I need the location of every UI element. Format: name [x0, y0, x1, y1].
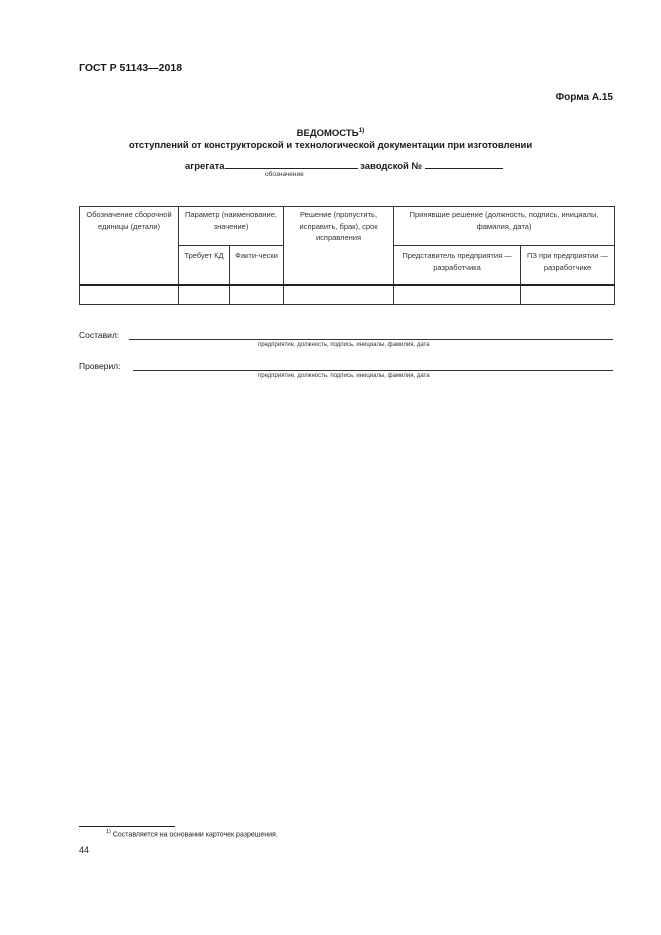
document-subtitle: отступлений от конструкторской и технологической документации при изготовлении — [128, 140, 533, 151]
cell-assembly[interactable] — [80, 285, 179, 305]
cell-decision[interactable] — [284, 285, 394, 305]
form-label: Форма А.15 — [555, 92, 613, 103]
compiled-label: Составил: — [79, 330, 120, 340]
subheader-actual: Факти-чески — [230, 246, 284, 286]
deviation-table — [79, 206, 615, 305]
header-decision: Решение (пропустить, исправить, брак), срок исправления — [284, 207, 394, 286]
checked-signature-line[interactable] — [133, 370, 613, 371]
footnote-text: Составляется на основании карточек разрешения. — [112, 831, 278, 839]
title-text: ВЕДОМОСТЬ — [296, 128, 359, 140]
cell-required[interactable] — [179, 285, 230, 305]
subheader-representative: Представитель предприятия — разработчика — [394, 246, 521, 286]
checked-label: Проверил: — [79, 361, 121, 371]
page-number: 44 — [79, 845, 90, 855]
cell-representative[interactable] — [394, 285, 521, 305]
designation-hint: обозначение — [265, 171, 304, 178]
aggregate-blank[interactable] — [225, 158, 358, 169]
header-parameter: Параметр (наименование, значение) — [179, 207, 284, 246]
header-accepted: Принявшие решение (должность, подпись, инициалы, фамилия, дата) — [394, 207, 615, 246]
aggregate-line — [185, 158, 503, 172]
table-row — [80, 285, 615, 305]
standard-number: ГОСТ Р 51143—2018 — [79, 62, 183, 74]
checked-hint: предприятие, должность, подпись, инициалы, фамилия, дата — [258, 373, 430, 379]
cell-actual[interactable] — [230, 285, 284, 305]
table-header-row — [80, 207, 615, 246]
compiled-hint: предприятие, должность, подпись, инициалы, фамилия, дата — [258, 342, 430, 348]
footnote-divider — [79, 826, 175, 827]
compiled-signature-line[interactable] — [129, 339, 613, 340]
subheader-pz: ПЗ при предприятии — разработчике — [521, 246, 615, 286]
document-title — [0, 127, 661, 139]
header-assembly: Обозначение сборочной единицы (детали) — [80, 207, 179, 286]
aggregate-label: агрегата — [185, 161, 225, 172]
serial-label: заводской № — [360, 161, 423, 172]
serial-blank[interactable] — [425, 158, 503, 169]
title-footnote-mark: 1) — [358, 127, 365, 134]
footnote-mark: 1) — [106, 829, 111, 835]
subheader-required: Требует КД — [179, 246, 230, 286]
footnote — [106, 829, 278, 838]
cell-pz[interactable] — [521, 285, 615, 305]
